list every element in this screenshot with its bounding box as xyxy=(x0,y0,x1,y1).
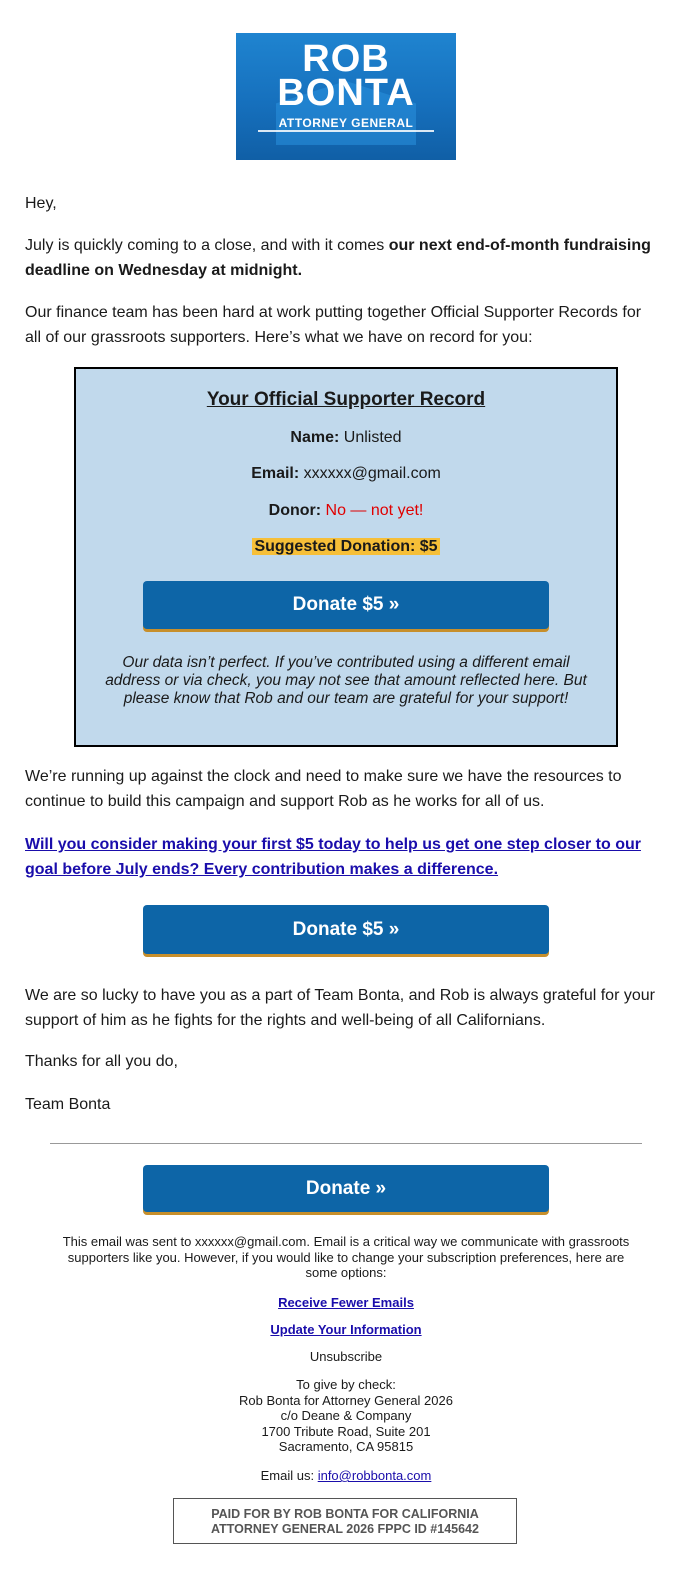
donate-5-button[interactable]: Donate $5 » xyxy=(143,905,549,954)
record-donor xyxy=(76,502,616,520)
logo-last-name: BONTA xyxy=(277,72,415,114)
paid-for-disclaimer xyxy=(173,1498,517,1544)
email-us xyxy=(60,1468,632,1484)
intro-paragraph xyxy=(25,233,655,283)
contact-email-link[interactable]: info@robbonta.com xyxy=(317,1468,432,1483)
signoff: Team Bonta xyxy=(25,1096,111,1113)
address-line-1: Rob Bonta for Attorney General 2026 xyxy=(239,1393,453,1408)
name-value: Unlisted xyxy=(343,429,402,446)
email-us-label: Email us: xyxy=(260,1468,318,1483)
check-intro: To give by check: xyxy=(296,1377,396,1392)
email-label: Email: xyxy=(251,465,300,482)
team-paragraph: We are so lucky to have you as a part of Team Bonta, and Rob is always grateful for your support of him as he fights for the rights and well-being of all Californians. xyxy=(25,987,655,1029)
finance-paragraph: Our finance team has been hard at work putting together Official Supporter Records for all of our grassroots supporters. Here’s what we have on record for you: xyxy=(25,304,642,346)
thanks-line: Thanks for all you do, xyxy=(25,1053,178,1070)
logo-subtitle: ATTORNEY GENERAL xyxy=(278,116,414,130)
donor-status: No — not yet! xyxy=(325,502,424,519)
divider xyxy=(50,1143,642,1144)
record-name xyxy=(76,429,616,447)
paid-line-2: ATTORNEY GENERAL 2026 FPPC ID #145642 xyxy=(211,1522,479,1536)
intro-text: July is quickly coming to a close, and with it comes xyxy=(25,237,389,254)
record-suggested xyxy=(76,538,616,556)
supporter-record-box xyxy=(74,367,618,747)
deadline-text: our next end-of-month fundraising deadline on Wednesday at midnight. xyxy=(25,237,651,279)
receive-fewer-emails-link[interactable]: Receive Fewer Emails xyxy=(278,1295,414,1310)
footer-sent-to: This email was sent to xxxxxx@gmail.com. Email is a critical way we communicate with grassroots supporters like you. However, if you would like to change your subscription preferences, here are some options: xyxy=(62,1234,630,1280)
record-title: Your Official Supporter Record xyxy=(206,389,486,410)
record-donate-button[interactable]: Donate $5 » xyxy=(143,581,549,629)
ask-link[interactable]: Will you consider making your first $5 today to help us get one step closer to our goal before July ends? Every contribution makes a difference. xyxy=(25,836,641,878)
record-disclaimer: Our data isn’t perfect. If you’ve contributed using a different email address or via check, you may not see that amount reflected here. But please know that Rob and our team are grateful for your support! xyxy=(105,654,587,707)
address-line-2: c/o Deane & Company xyxy=(280,1408,412,1423)
email-value: xxxxxx@gmail.com xyxy=(303,465,441,482)
unsubscribe-link[interactable]: Unsubscribe xyxy=(309,1349,383,1364)
suggested-donation: Suggested Donation: $5 xyxy=(254,538,438,555)
logo-divider xyxy=(258,130,434,132)
logo xyxy=(236,33,456,160)
address-line-4: Sacramento, CA 95815 xyxy=(278,1439,414,1454)
address-line-3: 1700 Tribute Road, Suite 201 xyxy=(261,1424,431,1439)
donor-label: Donor: xyxy=(268,502,322,519)
record-email xyxy=(76,465,616,483)
name-label: Name: xyxy=(290,429,340,446)
donate-button[interactable]: Donate » xyxy=(143,1165,549,1212)
greeting: Hey, xyxy=(25,195,57,212)
update-information-link[interactable]: Update Your Information xyxy=(270,1322,422,1337)
logo-first-name: ROB xyxy=(302,38,390,80)
footer-fewer-emails xyxy=(60,1295,632,1311)
clock-paragraph: We’re running up against the clock and need to make sure we have the resources to continue to build this campaign and support Rob as he works for all of us. xyxy=(25,768,622,810)
footer-update-info xyxy=(60,1322,632,1338)
paid-line-1: PAID FOR BY ROB BONTA FOR CALIFORNIA xyxy=(211,1507,479,1521)
footer-unsubscribe xyxy=(60,1349,632,1365)
